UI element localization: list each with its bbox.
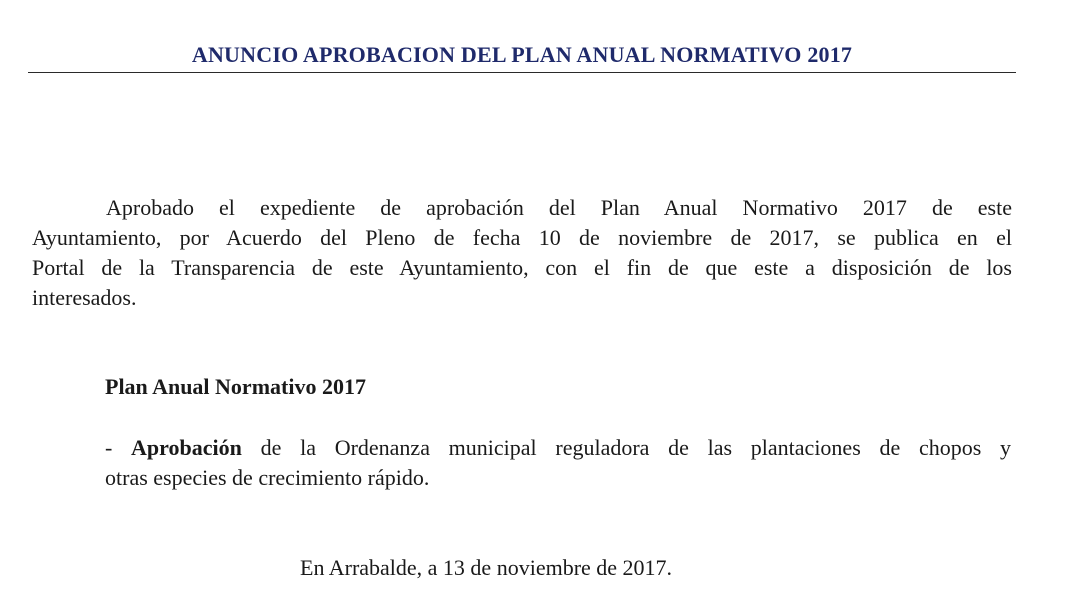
item-line-1-rest: de la Ordenanza municipal reguladora de las plantaciones de chopos y: [241, 435, 1011, 460]
section-heading: Plan Anual Normativo 2017: [105, 374, 366, 399]
announcement-paragraph: [32, 193, 1012, 313]
closing-date-line: En Arrabalde, a 13 de noviembre de 2017.: [300, 555, 673, 580]
plan-item-line-2: otras especies de crecimiento rápido.: [105, 465, 430, 490]
item-prefix: -: [105, 435, 132, 460]
paragraph-line-4: interesados.: [32, 285, 137, 310]
item-bold-word: Aprobación: [131, 435, 242, 460]
plan-item: [105, 433, 1011, 493]
plan-item-line-1: [105, 433, 1011, 463]
document-title: ANUNCIO APROBACION DEL PLAN ANUAL NORMATIVO 2017: [191, 42, 853, 67]
paragraph-line-2: Ayuntamiento, por Acuerdo del Pleno de fecha 10 de noviembre de 2017, se publica en el: [32, 225, 1012, 250]
title-underline: [28, 72, 1016, 73]
paragraph-line-1: Aprobado el expediente de aprobación del Plan Anual Normativo 2017 de este: [106, 195, 1012, 220]
paragraph-line-3: Portal de la Transparencia de este Ayuntamiento, con el fin de que este a disposición de los: [32, 255, 1012, 280]
